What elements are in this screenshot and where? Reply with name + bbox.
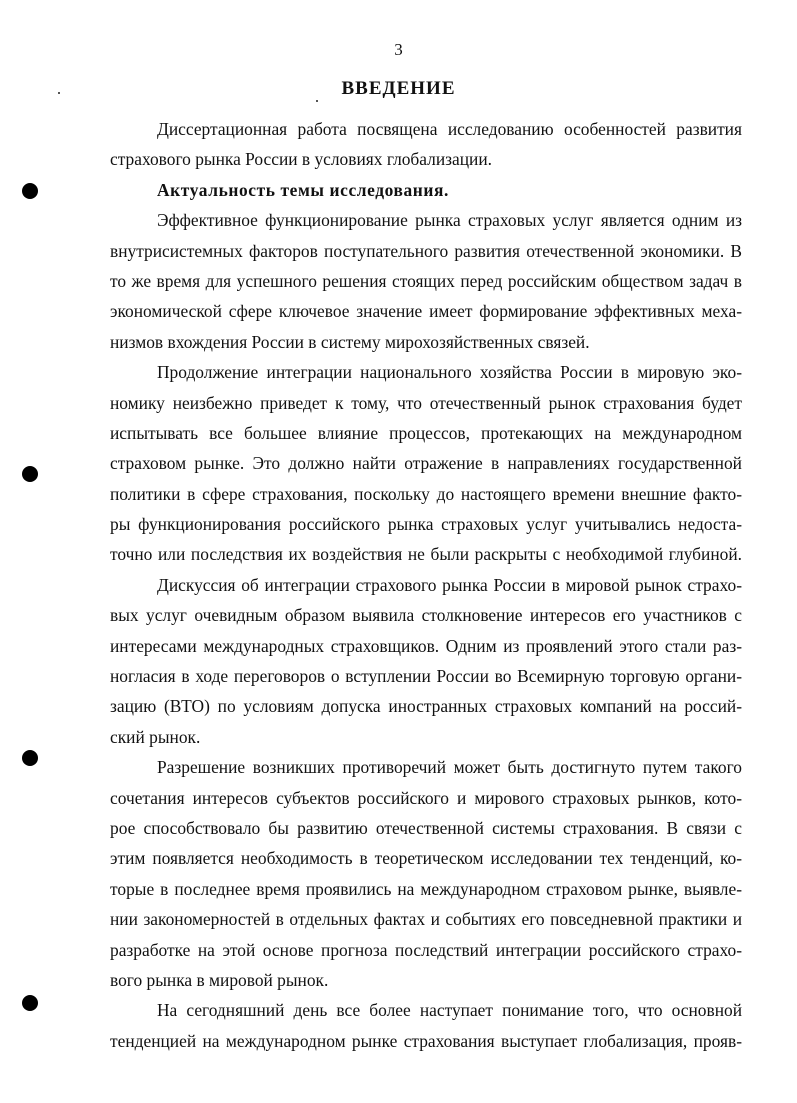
text-line: Эффективное функционирование рынка страховых услуг является одним из: [157, 210, 742, 231]
margin-punch-hole: [22, 750, 38, 766]
paragraph-2: [110, 357, 742, 570]
paragraph-4: [110, 752, 742, 995]
scan-speck: [58, 92, 60, 94]
paragraph-5: [110, 995, 742, 1056]
text-line: сочетания интересов субъектов российского и мирового страховых рынков, кото-: [110, 787, 742, 808]
text-line: разработке на этой основе прогноза последствий интеграции российского страхо-: [110, 939, 742, 960]
text-line: Продолжение интеграции национального хозяйства России в мировую эко-: [157, 362, 742, 383]
text-line: зацию (ВТО) по условиям допуска иностранных страховых компаний на россий-: [110, 696, 742, 717]
text-line: нии закономерностей в отдельных фактах и событиях его повседневной практики и: [110, 909, 742, 930]
margin-punch-hole: [22, 183, 38, 199]
text-line: страхового рынка России в условиях глобализации.: [110, 149, 492, 170]
text-line: рое способствовало бы развитию отечественной системы страхования. В связи с: [110, 817, 742, 838]
text-line: ский рынок.: [110, 726, 201, 747]
margin-punch-hole: [22, 995, 38, 1011]
text-line: этим появляется необходимость в теоретическом исследовании тех тенденций, ко-: [110, 848, 742, 869]
text-line: вых услуг очевидным образом выявила столкновение интересов его участников с: [110, 605, 742, 626]
text-line: ры функционирования российского рынка страховых услуг учитывались недоста-: [110, 514, 742, 535]
section-subheading: Актуальность темы исследования.: [157, 179, 449, 200]
text-line: страховом рынке. Это должно найти отражение в направлениях государственной: [110, 453, 742, 474]
paragraph-1: [110, 205, 742, 357]
text-line: Дискуссия об интеграции страхового рынка России в мировой рынок страхо-: [157, 574, 742, 595]
scan-speck: [316, 100, 318, 102]
text-line: интересами международных страховщиков. Одним из проявлений этого стали раз-: [110, 635, 742, 656]
text-line: политики в сфере страхования, поскольку до настоящего времени внешние факто-: [110, 483, 742, 504]
intro-paragraph: [110, 114, 742, 175]
paragraph-3: [110, 570, 742, 752]
margin-punch-hole: [22, 466, 38, 482]
text-line: тенденцией на международном рынке страхования выступает глобализация, прояв-: [110, 1030, 742, 1051]
document-body: [110, 114, 742, 1056]
text-line: то же время для успешного решения стоящих перед российским обществом задач в: [110, 270, 742, 291]
text-line: Разрешение возникших противоречий может быть достигнуто путем такого: [157, 757, 742, 778]
text-line: На сегодняшний день все более наступает понимание того, что основной: [157, 1000, 742, 1021]
text-line: вого рынка в мировой рынок.: [110, 969, 329, 990]
text-line: испытывать все большее влияние процессов, протекающих на международном: [110, 422, 742, 443]
text-line: Диссертационная работа посвящена исследованию особенностей развития: [157, 119, 742, 139]
page-title: ВВЕДЕНИЕ: [341, 78, 456, 99]
text-line: точно или последствия их воздействия не были раскрыты с необходимой глубиной.: [110, 544, 742, 565]
text-line: низмов вхождения России в систему мирохозяйственных связей.: [110, 331, 590, 352]
text-line: торые в последнее время проявились на международном страховом рынке, выявле-: [110, 878, 742, 899]
text-line: внутрисистемных факторов поступательного развития отечественной экономики. В: [110, 240, 742, 261]
text-line: номику неизбежно приведет к тому, что отечественный рынок страхования будет: [110, 392, 742, 413]
text-line: ногласия в ходе переговоров о вступлении России во Всемирную торговую органи-: [110, 666, 742, 687]
text-line: экономической сфере ключевое значение имеет формирование эффективных меха-: [110, 301, 742, 322]
page-number: 3: [394, 40, 403, 59]
